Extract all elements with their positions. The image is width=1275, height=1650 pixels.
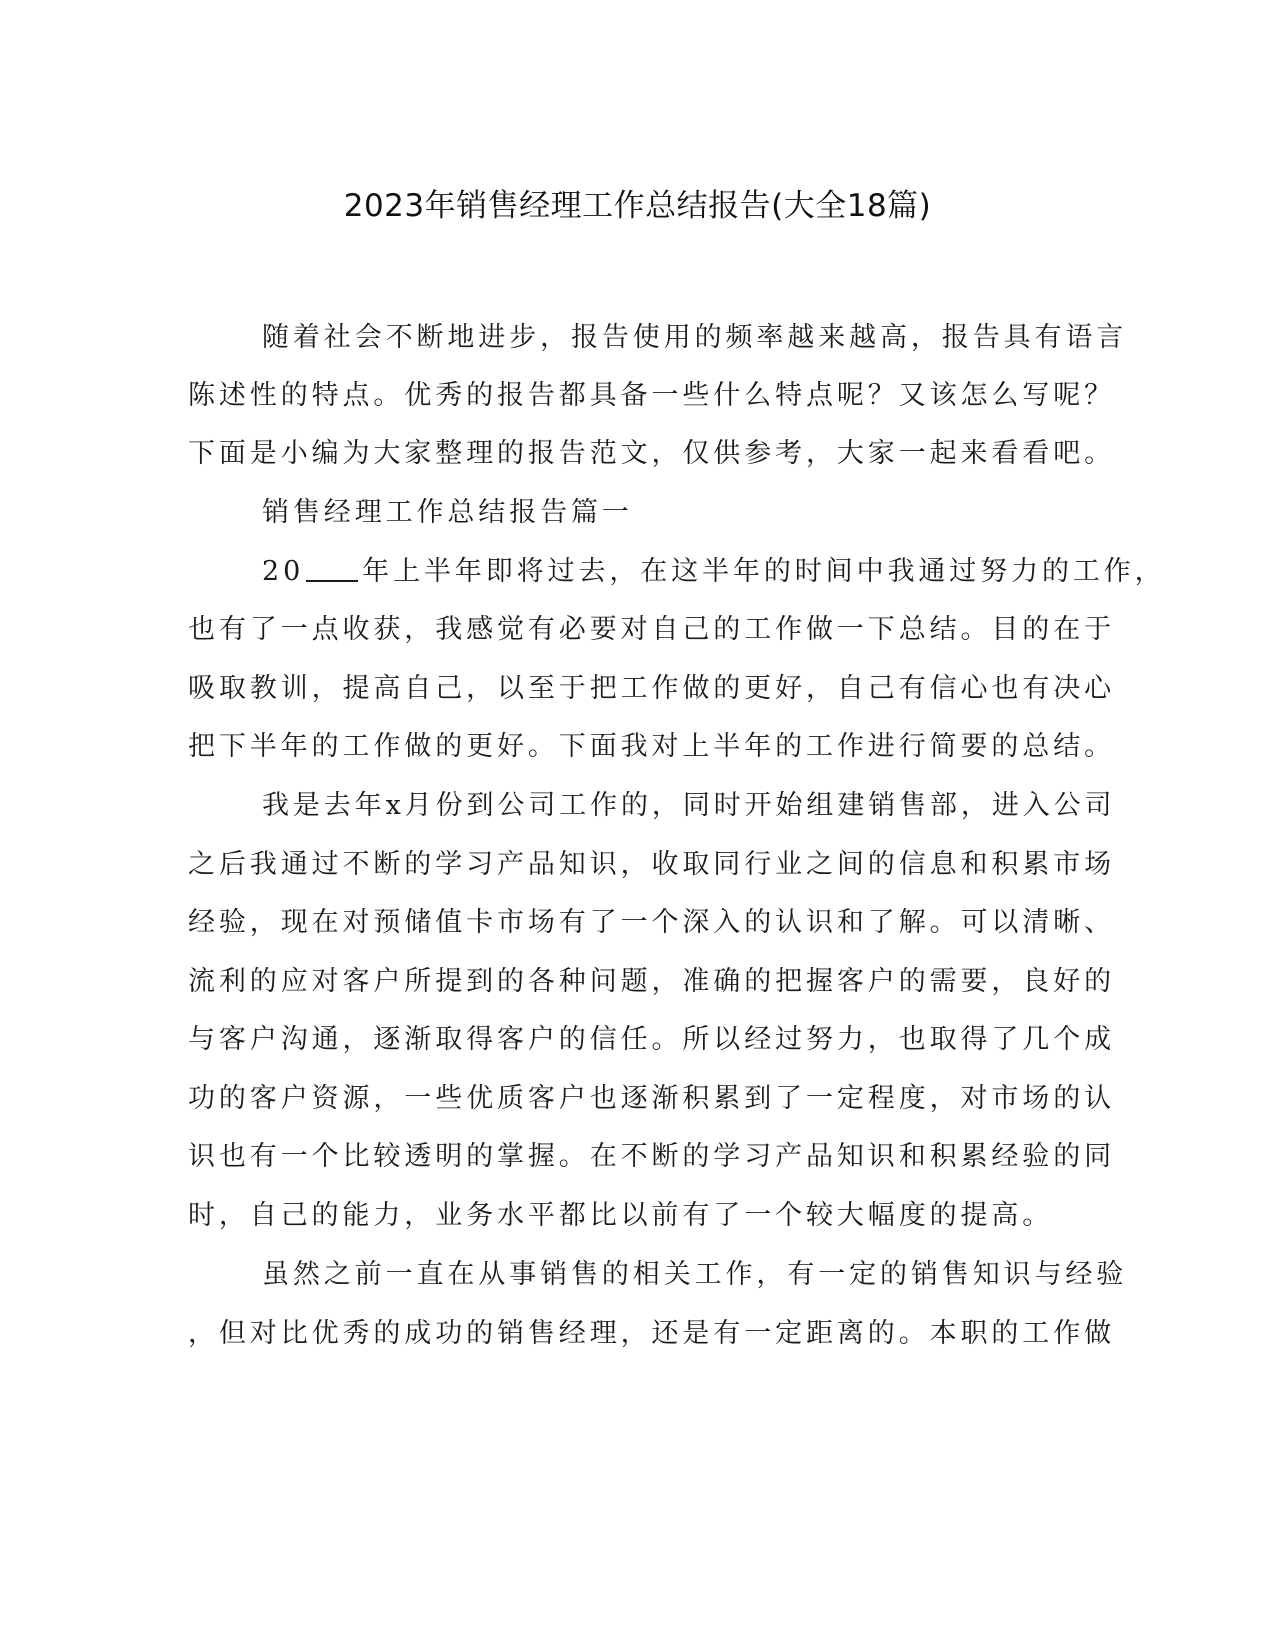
paragraph-line: 也有了一点收获，我感觉有必要对自己的工作做一下总结。目的在于 <box>188 614 1115 645</box>
paragraph-line: 吸取教训，提高自己，以至于把工作做的更好，自己有信心也有决心 <box>188 673 1115 704</box>
paragraph-line: 我是去年x月份到公司工作的，同时开始组建销售部，进入公司 <box>262 790 1116 821</box>
paragraph-line: 时，自己的能力，业务水平都比以前有了一个较大幅度的提高。 <box>188 1200 1054 1231</box>
paragraph-line: 流利的应对客户所提到的各种问题，准确的把握客户的需要，良好的 <box>188 966 1115 997</box>
document-title: 2023年销售经理工作总结报告(大全18篇) <box>343 188 932 224</box>
paragraph-line: 之后我通过不断的学习产品知识，收取同行业之间的信息和积累市场 <box>188 849 1115 880</box>
paragraph-line: 与客户沟通，逐渐取得客户的信任。所以经过努力，也取得了几个成 <box>188 1024 1115 1055</box>
intro-line: 下面是小编为大家整理的报告范文，仅供参考，大家一起来看看吧。 <box>188 438 1115 469</box>
paragraph-line: ，但对比优秀的成功的销售经理，还是有一定距离的。本职的工作做 <box>188 1318 1115 1349</box>
paragraph-line: 识也有一个比较透明的掌握。在不断的学习产品知识和积累经验的同 <box>188 1141 1115 1172</box>
section-heading: 销售经理工作总结报告篇一 <box>262 497 633 528</box>
paragraph-line: 功的客户资源，一些优质客户也逐渐积累到了一定程度，对市场的认 <box>188 1083 1115 1114</box>
paragraph-text: 年上半年即将过去，在这半年的时间中我通过努力的工作， <box>362 556 1166 587</box>
intro-line: 随着社会不断地进步，报告使用的频率越来越高，报告具有语言 <box>262 322 1128 353</box>
fill-in-blank <box>306 550 358 582</box>
paragraph-line: 把下半年的工作做的更好。下面我对上半年的工作进行简要的总结。 <box>188 731 1115 762</box>
paragraph-line <box>262 550 1166 594</box>
paragraph-line: 虽然之前一直在从事销售的相关工作，有一定的销售知识与经验 <box>262 1259 1128 1290</box>
paragraph-line: 经验，现在对预储值卡市场有了一个深入的认识和了解。可以清晰、 <box>188 907 1115 938</box>
year-prefix: 20 <box>262 556 305 587</box>
intro-line: 陈述性的特点。优秀的报告都具备一些什么特点呢？又该怎么写呢？ <box>188 380 1115 411</box>
